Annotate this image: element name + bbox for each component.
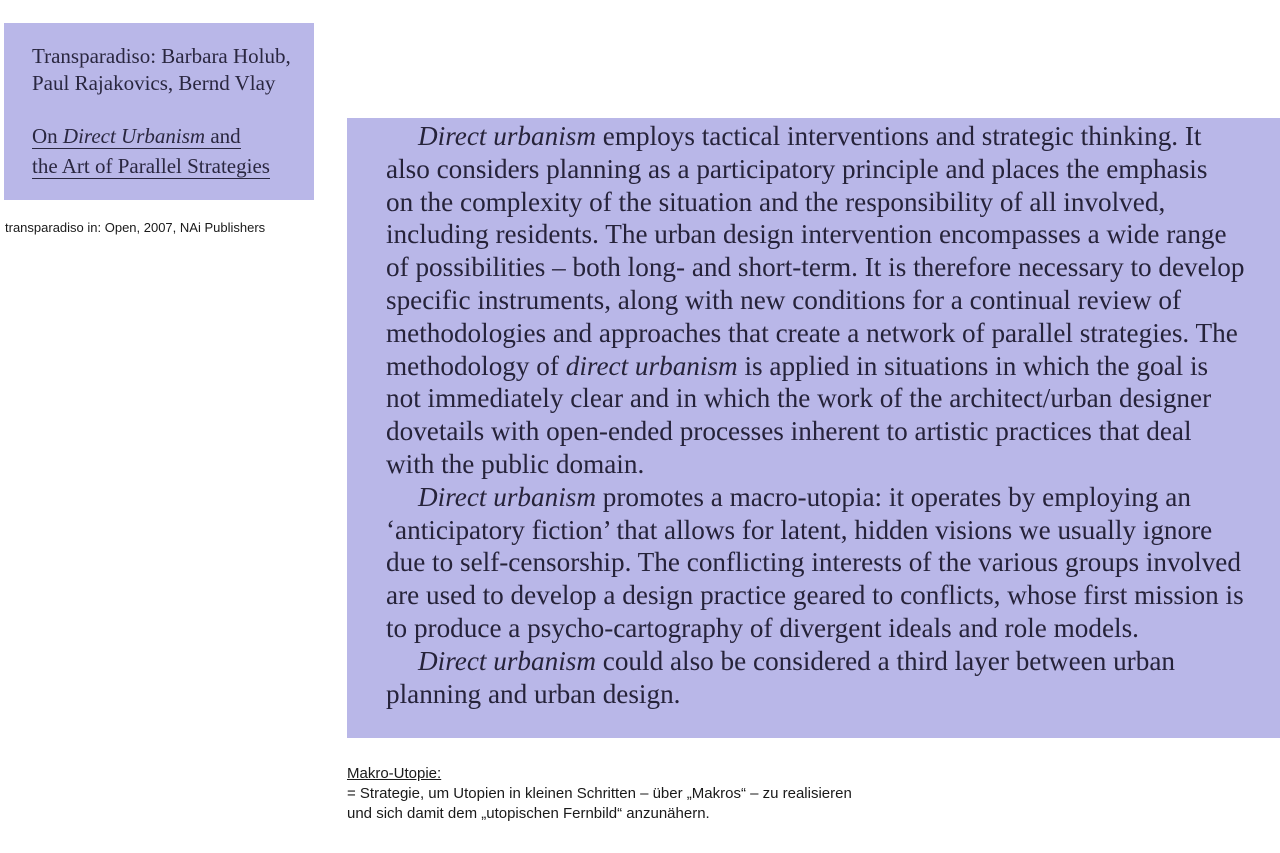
- text-line: planning and urban design.: [386, 678, 681, 709]
- author-line: Transparadiso: Barbara Holub,: [32, 44, 291, 68]
- text-line: [386, 350, 1250, 383]
- text-line: [386, 120, 1250, 153]
- text-span: promotes a macro-utopia: it operates by employing an: [595, 481, 1191, 512]
- title-card: [4, 23, 314, 200]
- paragraph-1: [386, 120, 1250, 481]
- text-line: including residents. The urban design intervention encompasses a wide range: [386, 219, 1227, 250]
- italic-term: direct urbanism: [565, 350, 738, 381]
- text-line: not immediately clear and in which the work of the architect/urban designer: [386, 383, 1212, 414]
- note-line: = Strategie, um Utopien in kleinen Schritten – über „Makros“ – zu realisieren: [347, 785, 852, 802]
- source-caption: transparadiso in: Open, 2007, NAi Publishers: [5, 220, 266, 235]
- italic-term: Direct urbanism: [418, 645, 596, 676]
- italic-term: Direct urbanism: [418, 121, 596, 151]
- paragraph-3: [386, 645, 1250, 711]
- text-line: on the complexity of the situation and the responsibility of all involved,: [386, 186, 1166, 217]
- text-span: methodology of: [386, 350, 566, 381]
- text-line: ‘anticipatory fiction’ that allows for latent, hidden visions we usually ignore: [386, 514, 1213, 545]
- note-line: und sich damit dem „utopischen Fernbild“ anzunähern.: [347, 805, 710, 822]
- text-line: to produce a psycho-cartography of divergent ideals and role models.: [386, 612, 1139, 643]
- text-span: employs tactical interventions and strategic thinking. It: [595, 121, 1202, 151]
- definition-note: [347, 764, 852, 824]
- text-line: are used to develop a design practice geared to conflicts, whose first mission is: [386, 580, 1244, 611]
- note-heading: Makro-Utopie:: [347, 765, 442, 782]
- text-line: of possibilities – both long- and short-term. It is therefore necessary to develop: [386, 252, 1245, 283]
- card-title-line-2: the Art of Parallel Strategies: [32, 154, 270, 178]
- title-prefix: On: [32, 124, 63, 148]
- text-line: methodologies and approaches that create a network of parallel strategies. The: [386, 317, 1238, 348]
- author-line: Paul Rajakovics, Bernd Vlay: [32, 71, 276, 95]
- title-italic: Direct Urbanism: [62, 124, 206, 148]
- text-line: dovetails with open-ended processes inherent to artistic practices that deal: [386, 416, 1192, 447]
- text-line: specific instruments, along with new conditions for a continual review of: [386, 284, 1182, 315]
- text-line: due to self-censorship. The conflicting interests of the various groups involved: [386, 547, 1241, 578]
- italic-term: Direct urbanism: [418, 481, 596, 512]
- text-span: is applied in situations in which the goal is: [737, 350, 1209, 381]
- card-title-line-1: [32, 125, 241, 149]
- text-line: also considers planning as a participatory principle and places the emphasis: [386, 153, 1208, 184]
- card-title: [32, 123, 314, 183]
- text-line: [386, 645, 1250, 678]
- paragraph-2: [386, 481, 1250, 645]
- scanned-text-excerpt: [347, 118, 1280, 738]
- title-suffix: and: [205, 124, 241, 148]
- text-line: [386, 481, 1250, 514]
- card-authors: [32, 43, 314, 97]
- text-line: with the public domain.: [386, 448, 645, 479]
- text-span: could also be considered a third layer between urban: [595, 645, 1175, 676]
